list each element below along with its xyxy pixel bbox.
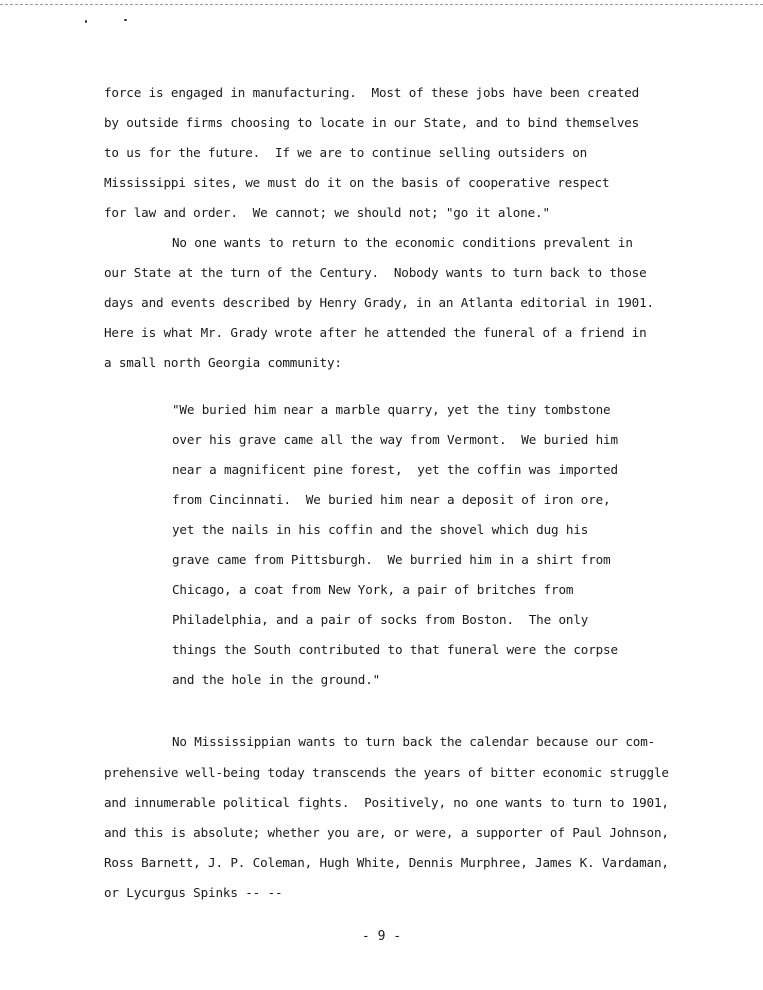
quote-line: and the hole in the ground." [172,672,381,687]
quote-line: Philadelphia, and a pair of socks from Boston. The only [172,612,589,627]
text-line: and innumerable political fights. Positively, no one wants to turn to 1901, [104,795,669,810]
quote-line: things the South contributed to that funeral were the corpse [172,642,618,657]
text-line: No one wants to return to the economic conditions prevalent in [172,235,633,250]
text-line: days and events described by Henry Grady, in an Atlanta editorial in 1901. [104,295,654,310]
text-line: or Lycurgus Spinks -- -- [104,885,283,900]
text-line: force is engaged in manufacturing. Most of these jobs have been created [104,85,640,100]
text-line: prehensive well-being today transcends the years of bitter economic struggle [104,765,669,780]
text-line: Here is what Mr. Grady wrote after he attended the funeral of a friend in [104,325,647,340]
quote-line: "We buried him near a marble quarry, yet the tiny tombstone [172,402,611,417]
text-line: and this is absolute; whether you are, or were, a supporter of Paul Johnson, [104,825,669,840]
quote-line: grave came from Pittsburgh. We burried him in a shirt from [172,552,611,567]
text-line: a small north Georgia community: [104,355,342,370]
text-line: No Mississippian wants to turn back the calendar because our com- [172,734,656,749]
text-line: by outside firms choosing to locate in our State, and to bind themselves [104,115,640,130]
quote-line: near a magnificent pine forest, yet the coffin was imported [172,462,618,477]
text-line: to us for the future. If we are to continue selling outsiders on [104,145,588,160]
text-line: Mississippi sites, we must do it on the basis of cooperative respect [104,175,610,190]
quote-line: Chicago, a coat from New York, a pair of britches from [172,582,574,597]
page-number: - 9 - [361,929,402,944]
quote-line: from Cincinnati. We buried him near a deposit of iron ore, [172,492,611,507]
text-line: for law and order. We cannot; we should not; "go it alone." [104,205,550,220]
text-line: Ross Barnett, J. P. Coleman, Hugh White, Dennis Murphree, James K. Vardaman, [104,855,669,870]
quote-line: over his grave came all the way from Vermont. We buried him [172,432,618,447]
text-line: our State at the turn of the Century. Nobody wants to turn back to those [104,265,647,280]
quote-line: yet the nails in his coffin and the shovel which dug his [172,522,589,537]
